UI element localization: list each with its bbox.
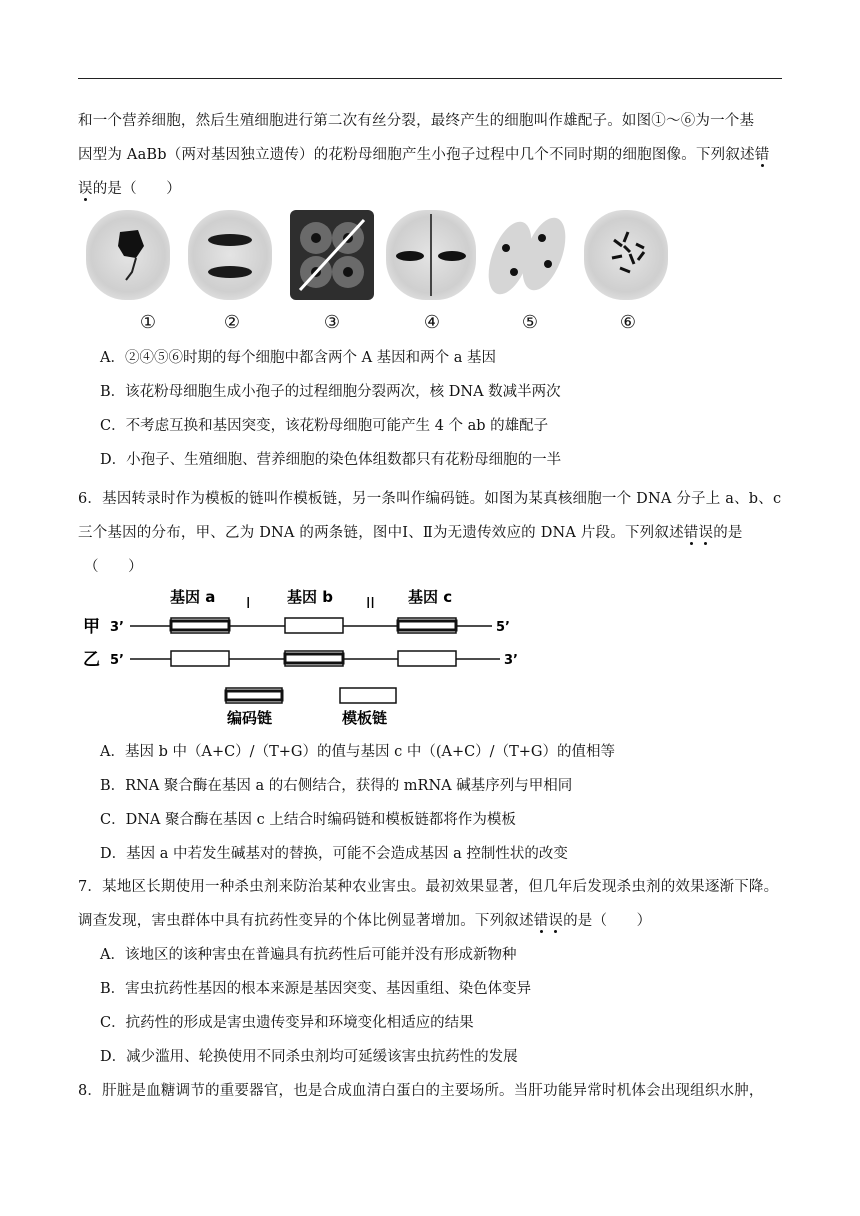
emphasis-mark: 误 <box>698 525 714 541</box>
label-strand-jia: 甲 <box>83 617 100 637</box>
label-jia-3prime: 3’ <box>110 620 124 635</box>
emphasis-mark: 误 <box>78 181 93 197</box>
gene-c-yi-box <box>398 651 456 666</box>
legend-template-label: 模板链 <box>342 709 388 727</box>
label-gene-b: 基因 b <box>287 588 333 606</box>
q7-stem-text: 调查发现，害虫群体中具有抗药性变异的个体比例显著增加。下列叙述 <box>78 913 534 929</box>
q7-stem-line2 <box>78 904 784 938</box>
cell-image-4 <box>386 210 476 300</box>
q6-option-b: B．RNA 聚合酶在基因 a 的右侧结合，获得的 mRNA 碱基序列与甲相同 <box>100 778 573 794</box>
cell-label-6: ⑥ <box>619 312 637 333</box>
q5-option-b: B．该花粉母细胞生成小孢子的过程细胞分裂两次，核 DNA 数减半两次 <box>100 384 561 400</box>
q6-option-d: D．基因 a 中若发生碱基对的替换，可能不会造成基因 a 控制性状的改变 <box>100 846 568 862</box>
q5-intro-line2-text: 因型为 AaBb（两对基因独立遗传）的花粉母细胞产生小孢子过程中几个不同时期的细胞图像。下列叙述 <box>78 147 755 163</box>
label-yi-5prime: 5’ <box>110 653 124 668</box>
q6-stem-line1: 6．基因转录时作为模板的链叫作模板链，另一条叫作编码链。如图为某真核细胞一个 DNA 分子上 a、b、c <box>78 491 782 507</box>
cell-image-6 <box>584 210 668 300</box>
q5-intro-line3 <box>78 172 784 206</box>
label-strand-yi: 乙 <box>83 650 100 670</box>
dna-strand-diagram <box>80 585 530 730</box>
cell-label-3: ③ <box>323 312 341 333</box>
label-gene-a: 基因 a <box>170 588 216 606</box>
q6-answer-bracket: （ ） <box>84 559 143 575</box>
cell-label-4: ④ <box>423 312 441 333</box>
legend-template-box <box>340 688 396 703</box>
label-region-2: II <box>366 594 375 612</box>
gene-b-jia-box <box>285 618 343 633</box>
cell-image-5 <box>484 210 568 300</box>
q8-stem-line1: 8．肝脏是血糖调节的重要器官，也是合成血清白蛋白的主要场所。当肝功能异常时机体会出现组织水肿， <box>78 1083 764 1099</box>
emphasis-mark: 错 <box>683 525 699 541</box>
q5-intro-line3-text: 的是（ ） <box>92 181 181 197</box>
q7-option-c: C．抗药性的形成是害虫遗传变异和环境变化相适应的结果 <box>100 1015 474 1031</box>
label-gene-c: 基因 c <box>408 588 453 606</box>
q5-intro-line2 <box>78 138 784 172</box>
q7-option-b: B．害虫抗药性基因的根本来源是基因突变、基因重组、染色体变异 <box>100 981 532 997</box>
q5-option-c: C．不考虑互换和基因突变，该花粉母细胞可能产生 4 个 ab 的雄配子 <box>100 418 549 434</box>
q6-option-a: A．基因 b 中（A+C）/（T+G）的值与基因 c 中（(A+C）/（T+G）的值相等 <box>100 744 615 760</box>
q7-option-a: A．该地区的该种害虫在普遍具有抗药性后可能并没有形成新物种 <box>100 947 517 963</box>
emphasis-mark: 错 <box>533 913 549 929</box>
header-rule <box>78 78 782 79</box>
cell-division-figure <box>86 210 676 340</box>
q6-stem-line2 <box>78 516 784 550</box>
q7-stem-text-end: 的是（ ） <box>563 913 652 929</box>
q5-intro-line1: 和一个营养细胞，然后生殖细胞进行第二次有丝分裂，最终产生的细胞叫作雄配子。如图①～⑥为一个基 <box>78 113 755 129</box>
cell-image-1 <box>86 210 170 300</box>
q5-option-d: D．小孢子、生殖细胞、营养细胞的染色体组数都只有花粉母细胞的一半 <box>100 452 562 468</box>
gene-a-yi-box <box>171 651 229 666</box>
cell-image-3 <box>290 210 374 300</box>
cell-label-1: ① <box>139 312 157 333</box>
label-jia-5prime: 5’ <box>496 620 510 635</box>
q5-option-a: A．②④⑤⑥时期的每个细胞中都含两个 A 基因和两个 a 基因 <box>100 350 497 366</box>
legend-coding-label: 编码链 <box>227 709 273 727</box>
label-region-1: I <box>246 594 251 612</box>
q7-option-d: D．减少滥用、轮换使用不同杀虫剂均可延缓该害虫抗药性的发展 <box>100 1049 518 1065</box>
cell-label-2: ② <box>223 312 241 333</box>
emphasis-mark: 错 <box>754 147 770 163</box>
label-yi-3prime: 3’ <box>504 653 518 668</box>
emphasis-mark: 误 <box>548 913 564 929</box>
cell-image-2 <box>188 210 272 300</box>
q6-stem-text: 三个基因的分布，甲、乙为 DNA 的两条链，图中Ⅰ、Ⅱ为无遗传效应的 DNA 片段。下列叙述 <box>78 525 684 541</box>
q6-stem-text-end: 的是 <box>713 525 743 541</box>
cell-label-5: ⑤ <box>521 312 539 333</box>
q6-option-c: C．DNA 聚合酶在基因 c 上结合时编码链和模板链都将作为模板 <box>100 812 516 828</box>
q7-stem-line1: 7．某地区长期使用一种杀虫剂来防治某种农业害虫。最初效果显著，但几年后发现杀虫剂的效果逐渐下降。 <box>78 879 779 895</box>
